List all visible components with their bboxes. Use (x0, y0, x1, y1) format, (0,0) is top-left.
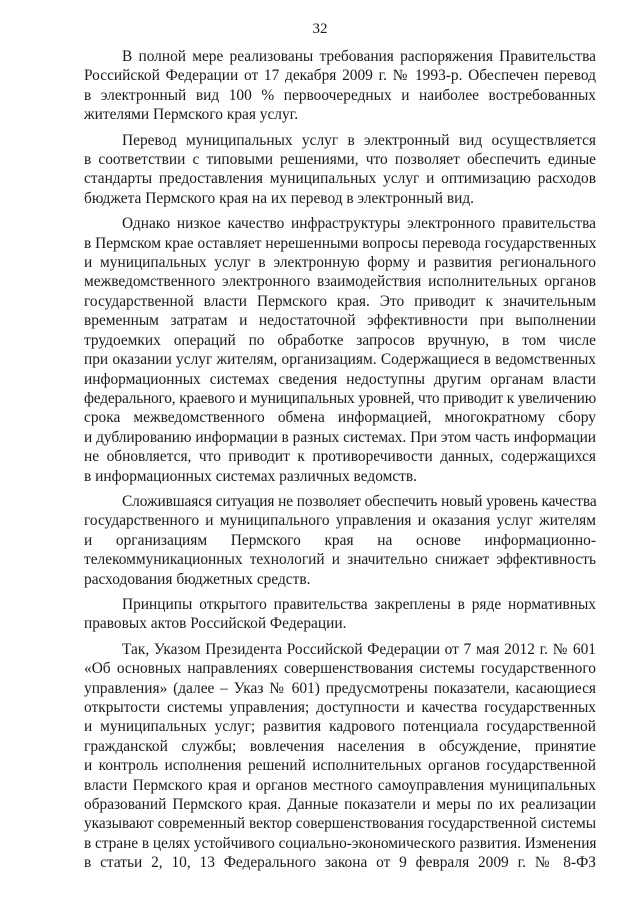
paragraph (84, 214, 596, 486)
text-line: и контроль исполнения решений исполнительных органов государственной (84, 757, 596, 775)
text-line: срока межведомственного обмена информацией, многократному сбору (84, 409, 596, 427)
text-line: межведомственного электронного взаимодействия исполнительных органов (84, 273, 596, 291)
text-line: государственной власти Пермского края. Это приводит к значительным (84, 292, 596, 310)
text-line: стандарты предоставления муниципальных услуг и оптимизацию расходов (84, 170, 596, 188)
page-number: 32 (312, 21, 328, 37)
text-line: указывают современный вектор совершенствования государственной системы (84, 815, 596, 833)
text-line: Сложившаяся ситуация не позволяет обеспечить новый уровень качества (122, 492, 597, 510)
text-line: федерального, краевого и муниципальных уровней, что приводит к увеличению (84, 389, 596, 407)
text-line: в соответствии с типовыми решениями, что позволяет обеспечить единые (84, 151, 596, 169)
text-line: в Пермском крае оставляет нерешенными вопросы перевода государственных (84, 234, 597, 252)
text-line: Так, Указом Президента Российской Федерации от 7 мая 2012 г. № 601 (122, 640, 596, 658)
text-line: и дублированию информации в разных системах. При этом часть информации (84, 428, 596, 446)
text-line: и муниципальных услуг в электронную форму и развития регионального (84, 254, 596, 272)
text-line: и организациям Пермского края на основе информационно- (84, 531, 596, 549)
text-line: власти Пермского края и органов местного самоуправления муниципальных (84, 776, 596, 794)
text-line: гражданской службы; вовлечения населения в обсуждение, принятие (84, 737, 596, 755)
paragraph (84, 595, 596, 634)
text-line: трудоемких операций по обработке запросов вручную, в том числе (84, 331, 596, 349)
text-line: правовых актов Российской Федерации. (84, 615, 347, 633)
text-line: бюджета Пермского края на их перевод в электронный вид. (84, 189, 474, 207)
text-line: государственного и муниципального управления и оказания услуг жителям (84, 512, 596, 530)
text-line: В полной мере реализованы требования распоряжения Правительства (122, 48, 596, 65)
text-line: телекоммуникационных технологий и значительно снижает эффективность (84, 551, 596, 569)
text-line: управления» (далее – Указ № 601) предусмотрены показатели, касающиеся (84, 679, 596, 697)
text-line: Российской Федерации от 17 декабря 2009 г. № 1993-р. Обеспечен перевод (84, 67, 596, 85)
text-line: в статьи 2, 10, 13 Федерального закона от 9 февраля 2009 г. № 8-ФЗ (84, 854, 596, 872)
text-line: при оказании услуг жителям, организациям. Содержащиеся в ведомственных (84, 351, 596, 369)
text-line: в электронный вид 100 % первоочередных и наиболее востребованных (84, 86, 596, 104)
text-line: Однако низкое качество инфраструктуры электронного правительства (122, 215, 596, 233)
text-line: образований Пермского края. Данные показатели и меры по их реализации (84, 796, 596, 814)
paragraph (84, 492, 596, 589)
text-line: в информационных системах различных ведомств. (84, 467, 418, 485)
text-line: жителями Пермского края услуг. (84, 106, 299, 124)
document-body (84, 47, 596, 873)
paragraph (84, 47, 596, 125)
paragraph (84, 640, 596, 873)
text-line: Принципы открытого правительства закреплены в ряде нормативных (122, 595, 596, 613)
text-line: Перевод муниципальных услуг в электронный вид осуществляется (122, 131, 596, 149)
paragraph (84, 131, 596, 209)
text-line: в стране в целях устойчивого социально-экономического развития. Изменения (84, 834, 597, 852)
text-line: «Об основных направлениях совершенствования системы государственного (84, 660, 596, 678)
text-line: временным затратам и недостаточной эффективности при выполнении (84, 312, 596, 330)
text-line: открытости системы управления; доступности и качества государственных (84, 699, 596, 716)
text-line: расходования бюджетных средств. (84, 570, 311, 588)
text-line: и муниципальных услуг; развития кадрового потенциала государственной (84, 718, 596, 736)
text-line: не обновляется, что приводит к противоречивости данных, содержащихся (84, 448, 596, 466)
text-line: информационных системах сведения недоступны другим органам власти (84, 370, 596, 388)
